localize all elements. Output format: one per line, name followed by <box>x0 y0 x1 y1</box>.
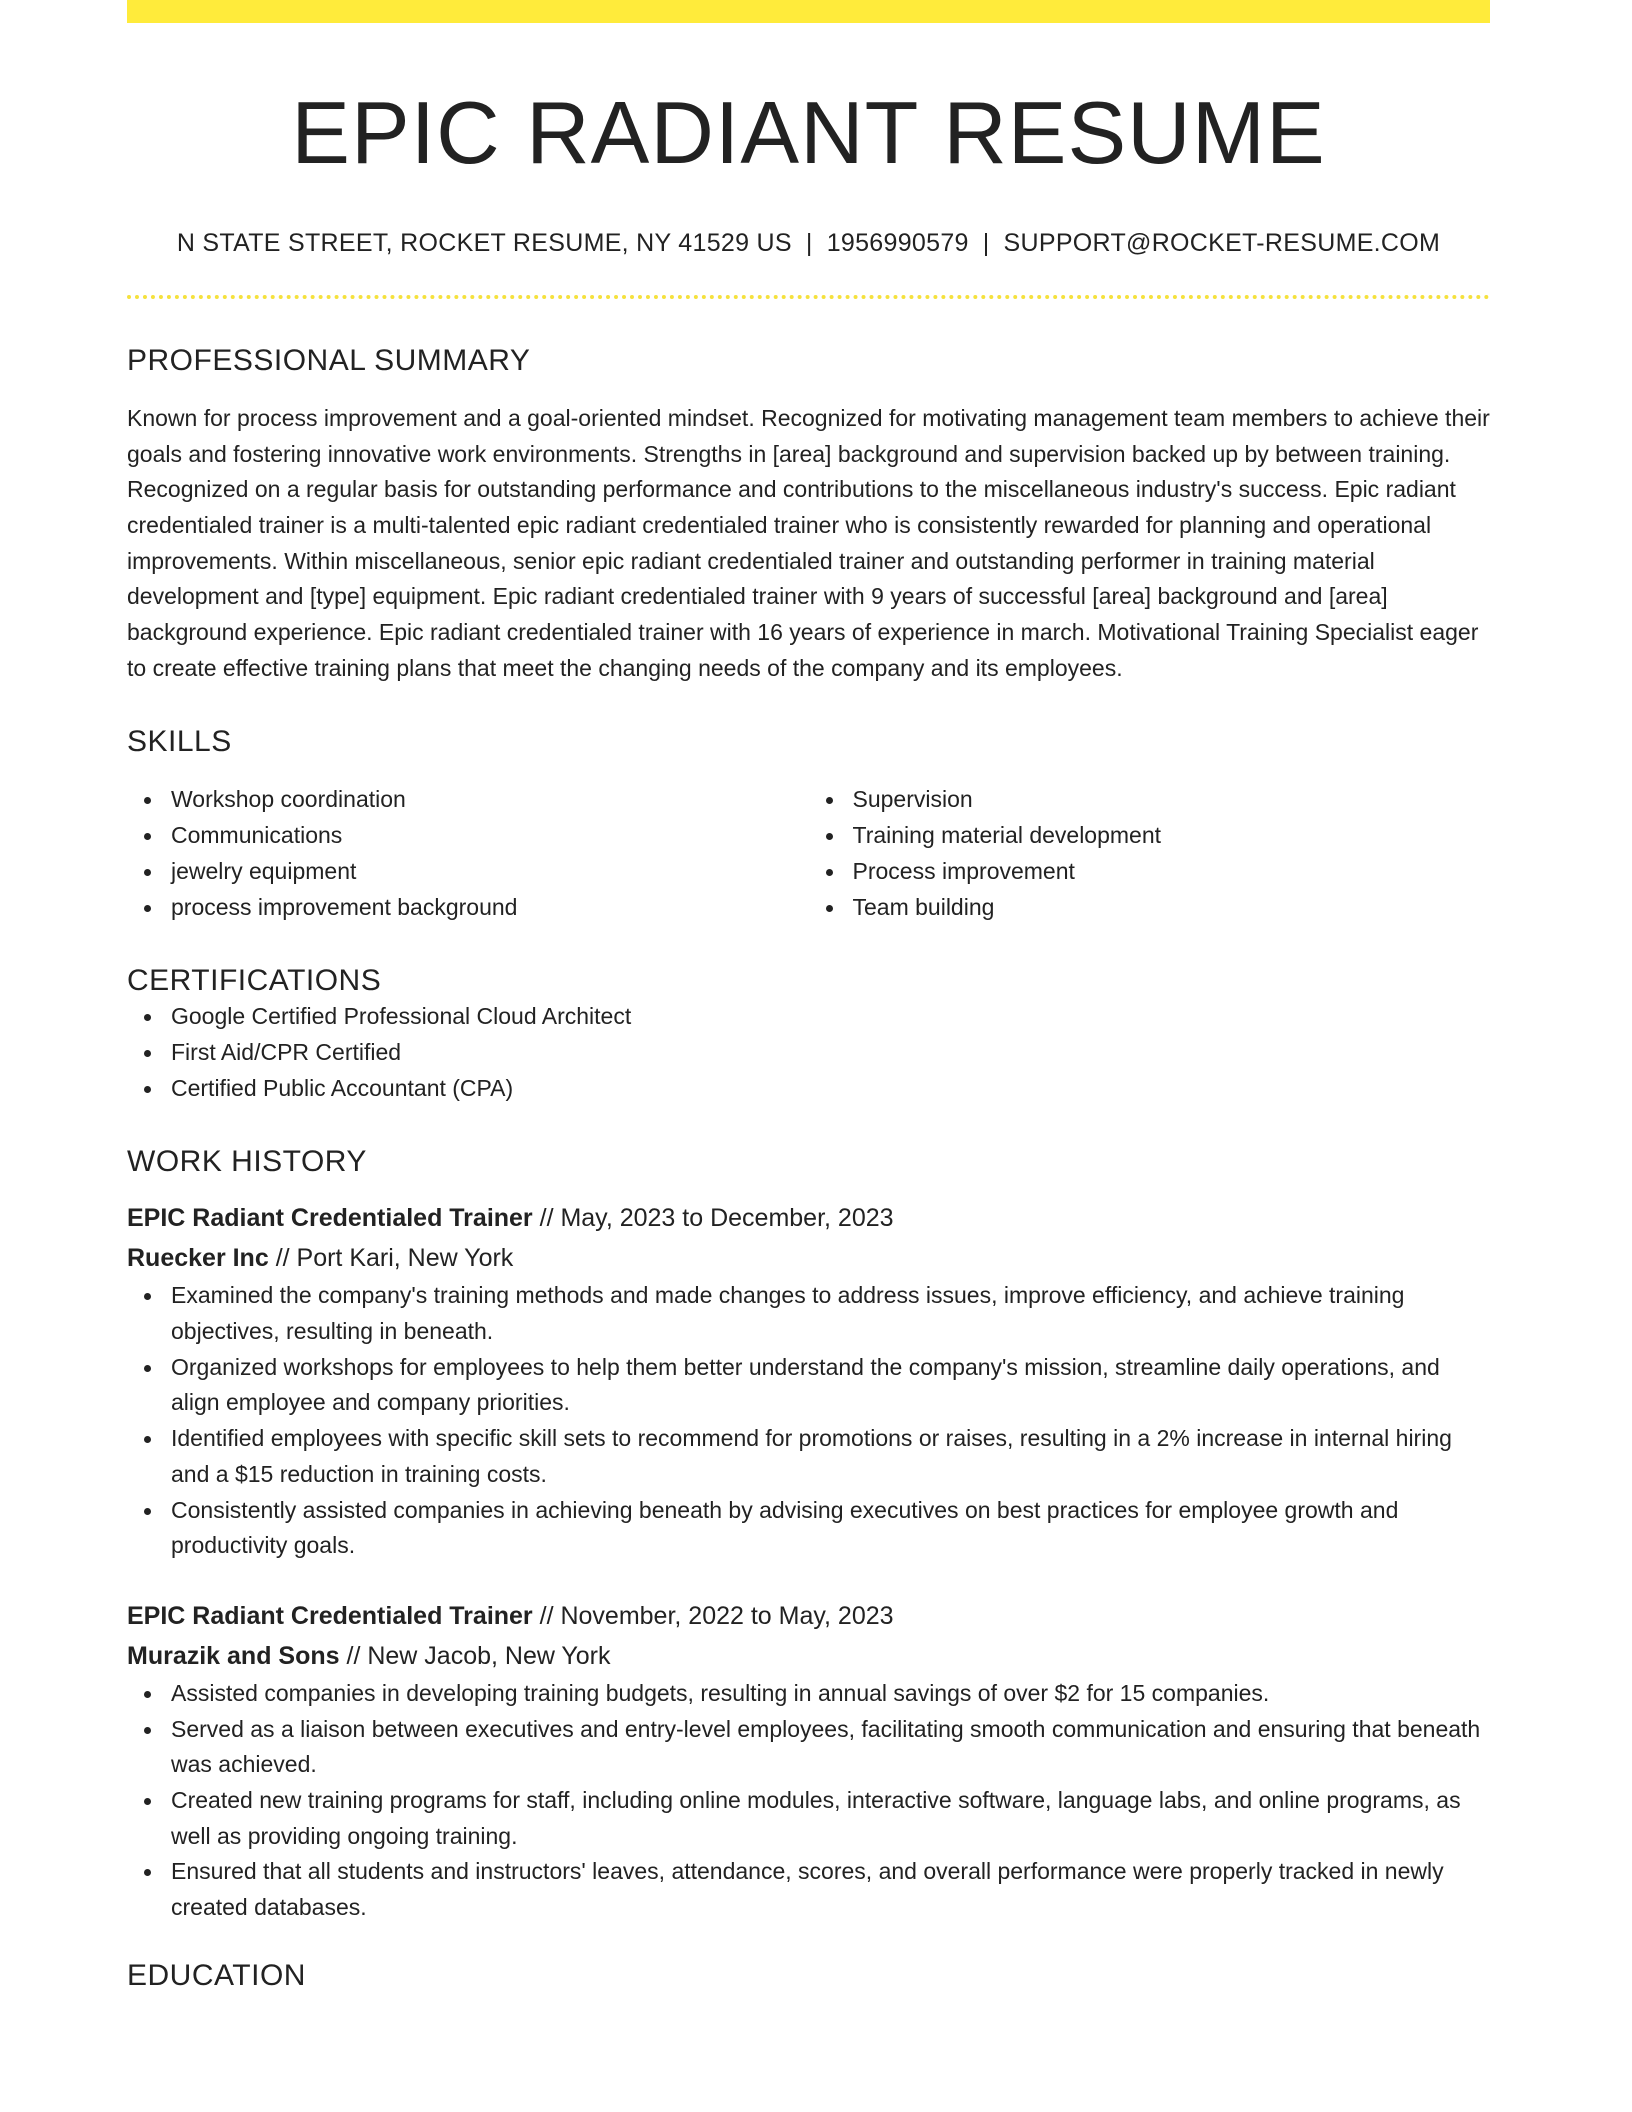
summary-heading: PROFESSIONAL SUMMARY <box>127 343 531 377</box>
job-company: Murazik and Sons <box>127 1641 340 1670</box>
contact-phone: 1956990579 <box>826 228 969 257</box>
certifications-heading: CERTIFICATIONS <box>127 964 382 998</box>
contact-separator: | <box>982 228 990 257</box>
job-bullet: Ensured that all students and instructors' leaves, attendance, scores, and overall performance were properly tracked in newly created databases. <box>171 1854 1490 1925</box>
contact-line <box>127 228 1490 258</box>
skills-list-left <box>127 782 809 925</box>
job-entry <box>127 1596 1490 1926</box>
job-company-line <box>127 1238 1490 1278</box>
skill-item: Supervision <box>853 782 1491 818</box>
job-bullet: Assisted companies in developing training budgets, resulting in annual savings of over $2 for 15 companies. <box>171 1676 1490 1712</box>
certification-item: Certified Public Accountant (CPA) <box>171 1071 1490 1107</box>
skill-item: Team building <box>853 890 1491 926</box>
certification-item: First Aid/CPR Certified <box>171 1035 1490 1071</box>
job-bullet: Organized workshops for employees to help them better understand the company's mission, streamline daily operations, and align employee and company priorities. <box>171 1350 1490 1421</box>
job-title-line <box>127 1596 1490 1636</box>
certifications-list <box>127 999 1490 1106</box>
skill-item: jewelry equipment <box>171 854 809 890</box>
resume-name: EPIC RADIANT RESUME <box>291 83 1326 182</box>
skill-item: Process improvement <box>853 854 1491 890</box>
job-dates: // November, 2022 to May, 2023 <box>532 1601 894 1630</box>
skills-heading: SKILLS <box>127 725 232 759</box>
job-bullet: Created new training programs for staff, including online modules, interactive software, language labs, and online programs, as well as providing ongoing training. <box>171 1783 1490 1854</box>
contact-separator: | <box>805 228 813 257</box>
job-company-line <box>127 1636 1490 1676</box>
skill-item: Communications <box>171 818 809 854</box>
job-title-line <box>127 1198 1490 1238</box>
job-dates: // May, 2023 to December, 2023 <box>532 1204 894 1233</box>
job-bullet: Examined the company's training methods and made changes to address issues, improve efficiency, and achieve training objectives, resulting in beneath. <box>171 1278 1490 1349</box>
job-bullet: Served as a liaison between executives and entry-level employees, facilitating smooth communication and ensuring that beneath was achieved. <box>171 1712 1490 1783</box>
top-accent-bar <box>127 0 1490 23</box>
skills-list-right <box>809 782 1491 925</box>
skills-column-right <box>809 782 1491 925</box>
skills-column-left <box>127 782 809 925</box>
job-bullets <box>127 1278 1490 1564</box>
education-heading: EDUCATION <box>127 1958 306 1992</box>
job-entry <box>127 1198 1490 1564</box>
job-bullet: Identified employees with specific skill sets to recommend for promotions or raises, resulting in a 2% increase in internal hiring and a $15 reduction in training costs. <box>171 1421 1490 1492</box>
job-bullet: Consistently assisted companies in achieving beneath by advising executives on best practices for employee growth and productivity goals. <box>171 1493 1490 1564</box>
job-company: Ruecker Inc <box>127 1244 269 1273</box>
job-location: // Port Kari, New York <box>268 1244 514 1273</box>
resume-page <box>127 0 1490 1994</box>
dotted-divider <box>127 295 1490 299</box>
skill-item: Workshop coordination <box>171 782 809 818</box>
summary-text: Known for process improvement and a goal-oriented mindset. Recognized for motivating management team members to achieve their goals and fostering innovative work environments. Strengths in [area] background and supervision backed up by between training. Recognized on a regular basis for outstanding performance and contributions to the miscellaneous industry's success. Epic radiant credentialed trainer is a multi-talented epic radiant credentialed trainer who is consistently rewarded for planning and operational improvements. Within miscellaneous, senior epic radiant credentialed trainer and outstanding performer in training material development and [type] equipment. Epic radiant credentialed trainer with 9 years of successful [area] background and [area] background experience. Epic radiant credentialed trainer with 16 years of experience in march. Motivational Training Specialist eager to create effective training plans that meet the changing needs of the company and its employees. <box>127 404 1490 681</box>
job-role: EPIC Radiant Credentialed Trainer <box>127 1204 533 1233</box>
job-role: EPIC Radiant Credentialed Trainer <box>127 1601 533 1630</box>
job-bullets <box>127 1676 1490 1926</box>
skills-grid <box>127 782 1490 925</box>
skill-item: process improvement background <box>171 890 809 926</box>
job-location: // New Jacob, New York <box>339 1641 611 1670</box>
contact-address: N STATE STREET, ROCKET RESUME, NY 41529 US <box>176 228 792 257</box>
work-history-heading: WORK HISTORY <box>127 1145 367 1179</box>
contact-email: SUPPORT@ROCKET-RESUME.COM <box>1003 228 1441 257</box>
skill-item: Training material development <box>853 818 1491 854</box>
certification-item: Google Certified Professional Cloud Architect <box>171 999 1490 1035</box>
